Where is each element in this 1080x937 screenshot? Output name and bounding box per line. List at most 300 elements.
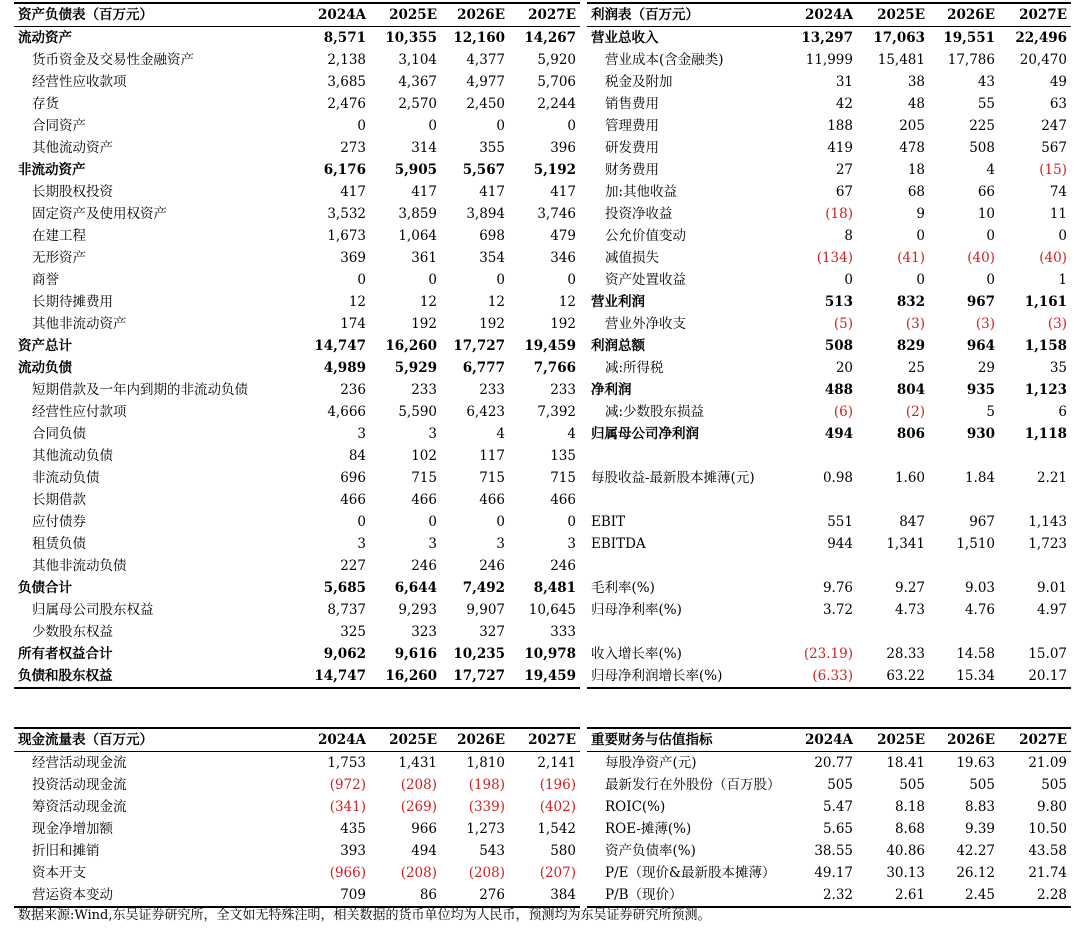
table-row — [587, 181, 1071, 203]
year-header: 2027E — [509, 728, 580, 752]
row-label: 存货 — [32, 96, 59, 112]
value-cell: 20 — [835, 360, 853, 376]
table-row — [587, 599, 1071, 621]
table-row — [14, 225, 580, 247]
value-cell: 466 — [411, 492, 437, 508]
value-cell: 0 — [567, 272, 576, 288]
row-label: 减:少数股东损益 — [605, 404, 705, 420]
table-row — [587, 752, 1071, 775]
value-cell: 384 — [509, 884, 580, 907]
value-cell: 9.80 — [1036, 799, 1067, 815]
row-label: 少数股东权益 — [32, 624, 113, 640]
row-label: 归母净利率(%) — [591, 602, 682, 618]
value-cell: 68 — [907, 184, 925, 200]
row-label: 营运资本变动 — [14, 884, 299, 907]
value-cell: 2,476 — [327, 96, 366, 112]
table-row — [587, 225, 1071, 247]
value-cell: 20.77 — [814, 755, 853, 771]
data-source-note: 数据来源:Wind,东吴证券研究所，全文如无特殊注明，相关数据的货币单位均为人民币，预测均为东吴证券研究所预测。 — [18, 908, 711, 923]
value-cell: 4,666 — [327, 404, 366, 420]
value-cell: 19,459 — [509, 665, 580, 688]
value-cell: 17,727 — [453, 338, 505, 354]
value-cell: 67 — [835, 184, 853, 200]
value-cell: 233 — [479, 382, 505, 398]
value-cell: 2.21 — [1036, 470, 1067, 486]
row-label: 其他流动资产 — [32, 140, 113, 156]
value-cell: 3 — [428, 426, 437, 442]
value-cell: 15,481 — [877, 52, 925, 68]
row-label: 销售费用 — [605, 96, 659, 112]
value-cell: 117 — [479, 448, 505, 464]
value-cell: 1 — [1058, 272, 1067, 288]
row-label: 财务费用 — [605, 162, 659, 178]
value-cell: 247 — [1041, 118, 1067, 134]
table-row — [587, 467, 1071, 489]
value-cell: 13,297 — [801, 30, 853, 46]
value-cell: 5,590 — [398, 404, 437, 420]
value-cell: 3 — [496, 536, 505, 552]
value-cell: 4 — [496, 426, 505, 442]
value-cell: 513 — [824, 294, 853, 310]
row-label: 流动资产 — [18, 30, 72, 46]
row-label: 加:其他收益 — [605, 184, 678, 200]
value-cell: (196) — [539, 777, 576, 793]
value-cell: 0 — [567, 514, 576, 530]
value-cell: 8,481 — [533, 580, 576, 596]
row-label: 收入增长率(%) — [591, 646, 682, 662]
value-cell: 14,747 — [314, 338, 366, 354]
spacer-row — [587, 555, 1071, 577]
table-header-row — [587, 3, 1071, 27]
value-cell: (3) — [975, 316, 995, 332]
value-cell: 192 — [479, 316, 505, 332]
spacer-cell — [587, 445, 1071, 467]
value-cell: 494 — [411, 843, 437, 859]
value-cell: 5 — [986, 404, 995, 420]
value-cell: 1,810 — [466, 755, 505, 771]
table-row — [14, 203, 580, 225]
value-cell: 31 — [835, 74, 853, 90]
value-cell: 935 — [966, 382, 995, 398]
value-cell: 9.03 — [964, 580, 995, 596]
value-cell: 1,158 — [1024, 338, 1067, 354]
key-metrics-panel — [587, 727, 1071, 908]
value-cell: 84 — [348, 448, 366, 464]
table-row — [14, 467, 580, 489]
table-row — [14, 752, 580, 775]
value-cell: 225 — [969, 118, 995, 134]
table-row — [587, 313, 1071, 335]
cash-flow-table — [14, 727, 580, 908]
value-cell: (339) — [468, 799, 505, 815]
value-cell: 967 — [966, 294, 995, 310]
value-cell: 233 — [411, 382, 437, 398]
table-row — [587, 401, 1071, 423]
row-label: 在建工程 — [32, 228, 86, 244]
value-cell: 354 — [479, 250, 505, 266]
value-cell: 5,685 — [323, 580, 366, 596]
value-cell: 35 — [1049, 360, 1067, 376]
value-cell: 2,138 — [327, 52, 366, 68]
value-cell: 417 — [550, 184, 576, 200]
table-row — [14, 247, 580, 269]
value-cell: 74 — [1049, 184, 1067, 200]
table-row — [14, 555, 580, 577]
value-cell: 806 — [896, 426, 925, 442]
row-label: EBITDA — [591, 536, 646, 552]
value-cell: 12 — [348, 294, 366, 310]
value-cell: 188 — [827, 118, 853, 134]
value-cell: (3) — [1047, 316, 1067, 332]
value-cell: 0 — [357, 514, 366, 530]
value-cell: 3,746 — [537, 206, 576, 222]
value-cell: 246 — [479, 558, 505, 574]
table-header-row — [14, 728, 580, 752]
row-label: 其他流动负债 — [32, 448, 113, 464]
value-cell: 9.27 — [894, 580, 925, 596]
table-row — [14, 862, 580, 884]
table-row — [14, 533, 580, 555]
row-label: 其他非流动负债 — [32, 558, 127, 574]
value-cell: 12,160 — [453, 30, 505, 46]
value-cell: (208) — [468, 865, 505, 881]
value-cell: 3,894 — [466, 206, 505, 222]
value-cell: 0 — [916, 272, 925, 288]
row-label: 合同负债 — [32, 426, 86, 442]
value-cell: 4,989 — [323, 360, 366, 376]
value-cell: 715 — [411, 470, 437, 486]
value-cell: 4,977 — [466, 74, 505, 90]
value-cell: 0 — [428, 514, 437, 530]
value-cell: (402) — [539, 799, 576, 815]
value-cell: 11,999 — [805, 52, 853, 68]
table-row — [587, 291, 1071, 313]
row-label: 经营活动现金流 — [32, 755, 127, 771]
value-cell: 1,123 — [1024, 382, 1067, 398]
spacer-cell — [587, 489, 1071, 511]
value-cell: 15.07 — [1028, 646, 1067, 662]
value-cell: 508 — [969, 140, 995, 156]
value-cell: 4.97 — [1036, 602, 1067, 618]
value-cell: 832 — [896, 294, 925, 310]
value-cell: 43 — [977, 74, 995, 90]
row-label: 无形资产 — [32, 250, 86, 266]
value-cell: 346 — [550, 250, 576, 266]
row-label: 租赁负债 — [32, 536, 86, 552]
row-label: 毛利率(%) — [591, 580, 655, 596]
value-cell: 323 — [411, 624, 437, 640]
row-label: 应付债券 — [32, 514, 86, 530]
row-label: 其他非流动资产 — [32, 316, 127, 332]
value-cell: 466 — [340, 492, 366, 508]
value-cell: 102 — [411, 448, 437, 464]
table-row — [14, 643, 580, 665]
value-cell: 7,766 — [533, 360, 576, 376]
value-cell: 16,260 — [385, 338, 437, 354]
value-cell: 29 — [977, 360, 995, 376]
value-cell: 233 — [550, 382, 576, 398]
income-statement-panel — [587, 2, 1071, 689]
year-header: 2024A — [299, 3, 370, 27]
value-cell: 2.45 — [929, 884, 999, 907]
table-row — [14, 93, 580, 115]
row-label: 公允价值变动 — [605, 228, 686, 244]
value-cell: 1.84 — [964, 470, 995, 486]
year-header: 2026E — [929, 3, 999, 27]
value-cell: 829 — [896, 338, 925, 354]
value-cell: 0 — [496, 514, 505, 530]
row-label: 营业成本(含金融类) — [605, 52, 724, 68]
table-row — [14, 181, 580, 203]
value-cell: 3 — [357, 536, 366, 552]
value-cell: 14,747 — [299, 665, 370, 688]
row-label: 长期股权投资 — [32, 184, 113, 200]
row-label: 营业总收入 — [591, 30, 659, 46]
value-cell: 66 — [977, 184, 995, 200]
value-cell: (6) — [833, 404, 853, 420]
value-cell: 466 — [550, 492, 576, 508]
table-row — [14, 489, 580, 511]
table-row — [14, 774, 580, 796]
value-cell: 40.86 — [886, 843, 925, 859]
value-cell: 715 — [550, 470, 576, 486]
value-cell: 1,542 — [537, 821, 576, 837]
value-cell: 944 — [827, 536, 853, 552]
value-cell: 6,176 — [323, 162, 366, 178]
value-cell: 1,431 — [398, 755, 437, 771]
table-row — [587, 137, 1071, 159]
table-title: 重要财务与估值指标 — [587, 728, 783, 752]
value-cell: (207) — [539, 865, 576, 881]
value-cell: 715 — [479, 470, 505, 486]
table-title: 现金流量表（百万元） — [14, 728, 299, 752]
spacer-cell — [587, 621, 1071, 643]
table-row — [587, 379, 1071, 401]
table-row — [14, 796, 580, 818]
value-cell: 49 — [1049, 74, 1067, 90]
value-cell: (15) — [1039, 162, 1067, 178]
value-cell: 63 — [1049, 96, 1067, 112]
value-cell: 86 — [370, 884, 441, 907]
value-cell: 505 — [899, 777, 925, 793]
value-cell: (40) — [967, 250, 995, 266]
value-cell: 174 — [340, 316, 366, 332]
value-cell: (269) — [400, 799, 437, 815]
row-label: 投资净收益 — [605, 206, 673, 222]
table-row — [587, 533, 1071, 555]
row-label: 商誉 — [32, 272, 59, 288]
table-row — [14, 335, 580, 357]
value-cell: 236 — [340, 382, 366, 398]
table-row — [587, 665, 1071, 688]
row-label: 减:所得税 — [605, 360, 664, 376]
value-cell: 355 — [479, 140, 505, 156]
year-header: 2026E — [441, 728, 509, 752]
row-label: 资产处置收益 — [605, 272, 686, 288]
value-cell: 1,723 — [1028, 536, 1067, 552]
table-row — [587, 203, 1071, 225]
table-row — [587, 796, 1071, 818]
value-cell: 698 — [479, 228, 505, 244]
row-label: 合同资产 — [32, 118, 86, 134]
value-cell: 396 — [550, 140, 576, 156]
value-cell: 1,673 — [327, 228, 366, 244]
value-cell: 192 — [411, 316, 437, 332]
value-cell: 417 — [479, 184, 505, 200]
row-label: 长期待摊费用 — [32, 294, 113, 310]
row-label: 管理费用 — [605, 118, 659, 134]
value-cell: 14.58 — [956, 646, 995, 662]
row-label: 经营性应收款项 — [32, 74, 127, 90]
table-row — [14, 511, 580, 533]
value-cell: 494 — [824, 426, 853, 442]
value-cell: 8,737 — [327, 602, 366, 618]
value-cell: 967 — [969, 514, 995, 530]
value-cell: 10 — [977, 206, 995, 222]
value-cell: 2,244 — [537, 96, 576, 112]
value-cell: 314 — [411, 140, 437, 156]
table-row — [587, 840, 1071, 862]
value-cell: 3 — [357, 426, 366, 442]
value-cell: 508 — [824, 338, 853, 354]
value-cell: 505 — [1041, 777, 1067, 793]
value-cell: 505 — [827, 777, 853, 793]
value-cell: 1,064 — [398, 228, 437, 244]
value-cell: 1,753 — [327, 755, 366, 771]
table-row — [14, 269, 580, 291]
value-cell: 43.58 — [1028, 843, 1067, 859]
table-row — [14, 137, 580, 159]
value-cell: 930 — [966, 426, 995, 442]
value-cell: (23.19) — [803, 646, 853, 662]
value-cell: 227 — [340, 558, 366, 574]
value-cell: 38.55 — [814, 843, 853, 859]
row-label: 固定资产及使用权资产 — [32, 206, 167, 222]
value-cell: 709 — [299, 884, 370, 907]
value-cell: 580 — [550, 843, 576, 859]
table-row — [14, 840, 580, 862]
table-row — [14, 423, 580, 445]
value-cell: (41) — [897, 250, 925, 266]
value-cell: 435 — [340, 821, 366, 837]
year-header: 2024A — [783, 728, 857, 752]
value-cell: 3,685 — [327, 74, 366, 90]
row-label: 非流动负债 — [32, 470, 100, 486]
value-cell: 42 — [835, 96, 853, 112]
value-cell: 8.18 — [894, 799, 925, 815]
value-cell: 4,367 — [398, 74, 437, 90]
value-cell: 9 — [916, 206, 925, 222]
year-header: 2025E — [370, 728, 441, 752]
table-header-row — [587, 728, 1071, 752]
value-cell: 5,192 — [533, 162, 576, 178]
row-label: 非流动资产 — [18, 162, 86, 178]
value-cell: 2,570 — [398, 96, 437, 112]
value-cell: 21.09 — [1028, 755, 1067, 771]
value-cell: 5.65 — [822, 821, 853, 837]
value-cell: (341) — [329, 799, 366, 815]
value-cell: 9,293 — [398, 602, 437, 618]
table-row — [587, 335, 1071, 357]
value-cell: 505 — [969, 777, 995, 793]
value-cell: 7,392 — [537, 404, 576, 420]
value-cell: 19.63 — [956, 755, 995, 771]
value-cell: 417 — [411, 184, 437, 200]
row-label: 研发费用 — [605, 140, 659, 156]
value-cell: (2) — [905, 404, 925, 420]
table-row — [587, 357, 1071, 379]
row-label: 归母净利润增长率(%) — [587, 665, 783, 688]
table-row — [14, 115, 580, 137]
table-row — [14, 49, 580, 71]
value-cell: 14,267 — [524, 30, 576, 46]
value-cell: 3.72 — [822, 602, 853, 618]
value-cell: 16,260 — [370, 665, 441, 688]
balance-sheet-table — [14, 2, 580, 689]
value-cell: 393 — [340, 843, 366, 859]
income-statement-table — [587, 2, 1071, 689]
value-cell: 8.68 — [894, 821, 925, 837]
value-cell: 3 — [567, 536, 576, 552]
table-row — [587, 115, 1071, 137]
row-label: EBIT — [591, 514, 626, 530]
value-cell: 6 — [1058, 404, 1067, 420]
spacer-row — [587, 621, 1071, 643]
value-cell: 3 — [428, 536, 437, 552]
value-cell: 10.50 — [1028, 821, 1067, 837]
value-cell: 4,377 — [466, 52, 505, 68]
row-label: 归属母公司股东权益 — [32, 602, 154, 618]
row-label: 所有者权益合计 — [18, 646, 113, 662]
row-label: 货币资金及交易性金融资产 — [32, 52, 194, 68]
value-cell: 273 — [340, 140, 366, 156]
value-cell: 419 — [827, 140, 853, 156]
table-row — [587, 49, 1071, 71]
value-cell: 21.74 — [1028, 865, 1067, 881]
value-cell: 135 — [550, 448, 576, 464]
value-cell: 3,104 — [398, 52, 437, 68]
value-cell: 0 — [428, 272, 437, 288]
value-cell: 361 — [411, 250, 437, 266]
value-cell: 966 — [411, 821, 437, 837]
year-header: 2025E — [857, 3, 929, 27]
value-cell: 8.83 — [964, 799, 995, 815]
value-cell: 369 — [340, 250, 366, 266]
year-header: 2027E — [999, 728, 1071, 752]
value-cell: 20,470 — [1019, 52, 1067, 68]
row-label: 筹资活动现金流 — [32, 799, 127, 815]
value-cell: 1.60 — [894, 470, 925, 486]
table-row — [14, 621, 580, 643]
year-header: 2026E — [929, 728, 999, 752]
table-row — [14, 665, 580, 688]
value-cell: 9.76 — [822, 580, 853, 596]
year-header: 2024A — [299, 728, 370, 752]
value-cell: 417 — [340, 184, 366, 200]
value-cell: 3,859 — [398, 206, 437, 222]
value-cell: 9,062 — [323, 646, 366, 662]
value-cell: 192 — [550, 316, 576, 332]
value-cell: 1,510 — [956, 536, 995, 552]
value-cell: 17,063 — [873, 30, 925, 46]
value-cell: 18 — [907, 162, 925, 178]
value-cell: (208) — [400, 777, 437, 793]
value-cell: 804 — [896, 382, 925, 398]
table-row — [587, 577, 1071, 599]
table-row — [14, 159, 580, 181]
value-cell: (208) — [400, 865, 437, 881]
value-cell: (198) — [468, 777, 505, 793]
